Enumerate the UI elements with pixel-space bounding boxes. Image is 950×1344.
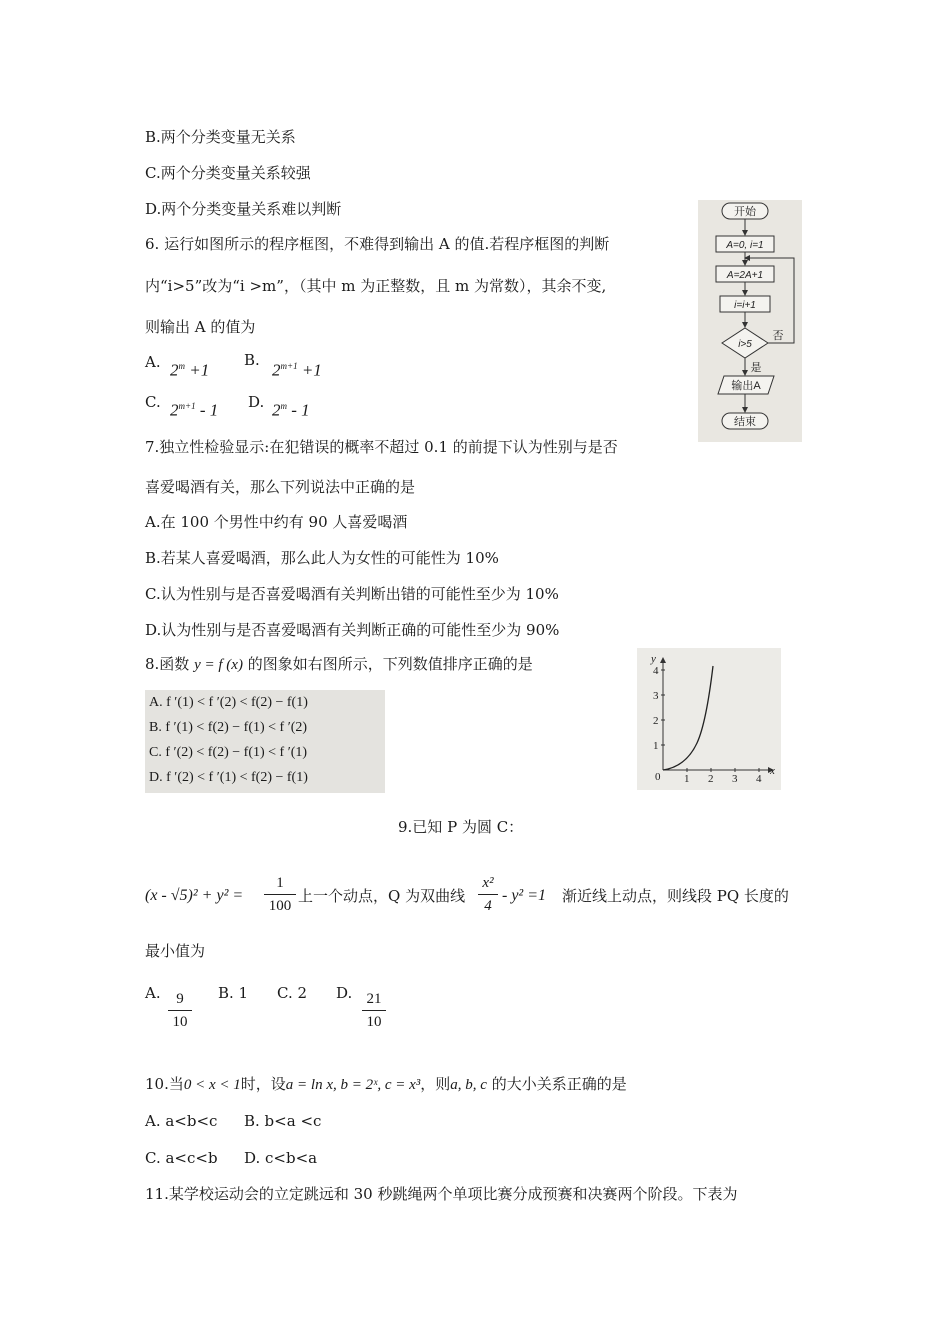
q9-option-c: C. 2: [277, 984, 308, 1002]
q9-tail-text: 渐近线上动点，则线段 PQ 长度的: [562, 887, 789, 905]
q6-stem-line1: 6. 运行如图所示的程序框图，不难得到输出 A 的值.若程序框图的判断: [145, 235, 610, 253]
q10-option-b: B. b<a <c: [244, 1112, 322, 1130]
q9-mid-text: 上一个动点，Q 为双曲线: [298, 887, 466, 905]
flow-init-text: A=0, i=1: [726, 240, 764, 251]
x-tick-4: 4: [756, 773, 762, 785]
q6-option-d-label: D.: [248, 393, 265, 411]
q8-option-b: B. f ′(1) < f(2) − f(1) < f ′(2): [149, 720, 308, 735]
q7-option-a: A.在 100 个男性中约有 90 人喜爱喝酒: [145, 513, 408, 531]
q9-option-a-label: A.: [145, 984, 161, 1002]
q7-option-b: B.若某人喜爱喝酒，那么此人为女性的可能性为 10%: [145, 549, 499, 567]
q9-option-b: B. 1: [218, 984, 249, 1002]
x-tick-1: 1: [684, 773, 690, 785]
flow-yes-label: 是: [750, 362, 762, 374]
y-tick-2: 2: [653, 715, 659, 727]
q9-stem-line2: 最小值为: [145, 942, 206, 960]
x-tick-3: 3: [732, 773, 738, 785]
q6-stem-line3: 则输出 A 的值为: [145, 318, 256, 336]
q8-option-a: A. f ′(1) < f ′(2) < f(2) − f(1): [149, 695, 308, 710]
flow-no-label: 否: [772, 330, 784, 342]
q5-option-c: C.两个分类变量关系较强: [145, 164, 311, 182]
q11-stem-line1: 11.某学校运动会的立定跳远和 30 秒跳绳两个单项比赛分成预赛和决赛两个阶段。下表为: [145, 1185, 738, 1203]
graph-origin: 0: [655, 771, 661, 783]
q8-stem: 8.函数 y = f (x) 的图象如右图所示，下列数值排序正确的是: [145, 655, 533, 673]
flow-start-text: 开始: [734, 206, 756, 218]
q8-option-d: D. f ′(2) < f ′(1) < f(2) − f(1): [149, 770, 308, 785]
q9-fraction-1-100: 1 100: [264, 874, 296, 915]
q6-stem-line2: 内“i>5”改为“i >m”，（其中 m 为正整数，且 m 为常数），其余不变,: [145, 277, 607, 295]
flowchart-svg: [698, 200, 802, 442]
q8-options-image: [145, 690, 385, 793]
q6-option-a: $2^m +1$: [170, 360, 210, 380]
flow-condition-text: i>5: [738, 339, 752, 350]
q6-option-a-label: A.: [145, 353, 161, 371]
graph-y-label: y: [651, 653, 656, 665]
q5-option-b: B.两个分类变量无关系: [145, 128, 296, 146]
x-tick-2: 2: [708, 773, 714, 785]
flow-end-text: 结束: [734, 416, 756, 428]
function-graph-svg: [637, 648, 781, 790]
graph-x-label: x: [770, 765, 775, 777]
function-graph-figure: [637, 648, 781, 790]
q9-fraction-x2-4: x² 4: [478, 874, 498, 915]
q9-circle-eq: (x - √5)² + y² =: [145, 887, 244, 904]
q6-option-b-label: B.: [244, 351, 260, 369]
q7-stem-line2: 喜爱喝酒有关，那么下列说法中正确的是: [145, 478, 416, 496]
y-tick-4: 4: [653, 665, 659, 677]
function-curve: [663, 666, 713, 770]
q6-option-b: $2^{m+1} +1$: [272, 360, 322, 380]
q9-option-d: 21 10: [362, 990, 386, 1031]
flow-output-text: 输出A: [731, 380, 761, 392]
q7-option-c: C.认为性别与是否喜爱喝酒有关判断出错的可能性至少为 10%: [145, 585, 559, 603]
q9-hyperbola-tail: - y² =1: [502, 887, 547, 904]
q6-option-c-label: C.: [145, 393, 161, 411]
q7-stem-line1: 7.独立性检验显示:在犯错误的概率不超过 0.1 的前提下认为性别与是否: [145, 438, 618, 456]
q9-option-a: 9 10: [168, 990, 192, 1031]
q10-stem: 10.当0 < x < 1时，设a = ln x, b = 2ˣ, c = x³，则a, b, c 的大小关系正确的是: [145, 1075, 627, 1093]
q10-option-d: D. c<b<a: [244, 1149, 318, 1167]
q8-option-c: C. f ′(2) < f(2) − f(1) < f ′(1): [149, 745, 308, 760]
y-tick-3: 3: [653, 690, 659, 702]
flowchart-figure: [698, 200, 802, 442]
q7-option-d: D.认为性别与是否喜爱喝酒有关判断正确的可能性至少为 90%: [145, 621, 560, 639]
y-tick-1: 1: [653, 740, 659, 752]
q9-title: 9.已知 P 为圆 C：: [398, 818, 524, 836]
q10-option-c: C. a<c<b: [145, 1149, 218, 1167]
q10-option-a: A. a<b<c: [145, 1112, 218, 1130]
q5-option-d: D.两个分类变量关系难以判断: [145, 200, 342, 218]
q6-option-d: 2$^m$ - 1: [272, 400, 310, 420]
q9-option-d-label: D.: [336, 984, 353, 1002]
flow-step1-text: A=2A+1: [726, 270, 764, 281]
q6-option-c: $2^{m+1} - 1$: [170, 400, 219, 420]
flow-step2-text: i=i+1: [734, 300, 756, 311]
